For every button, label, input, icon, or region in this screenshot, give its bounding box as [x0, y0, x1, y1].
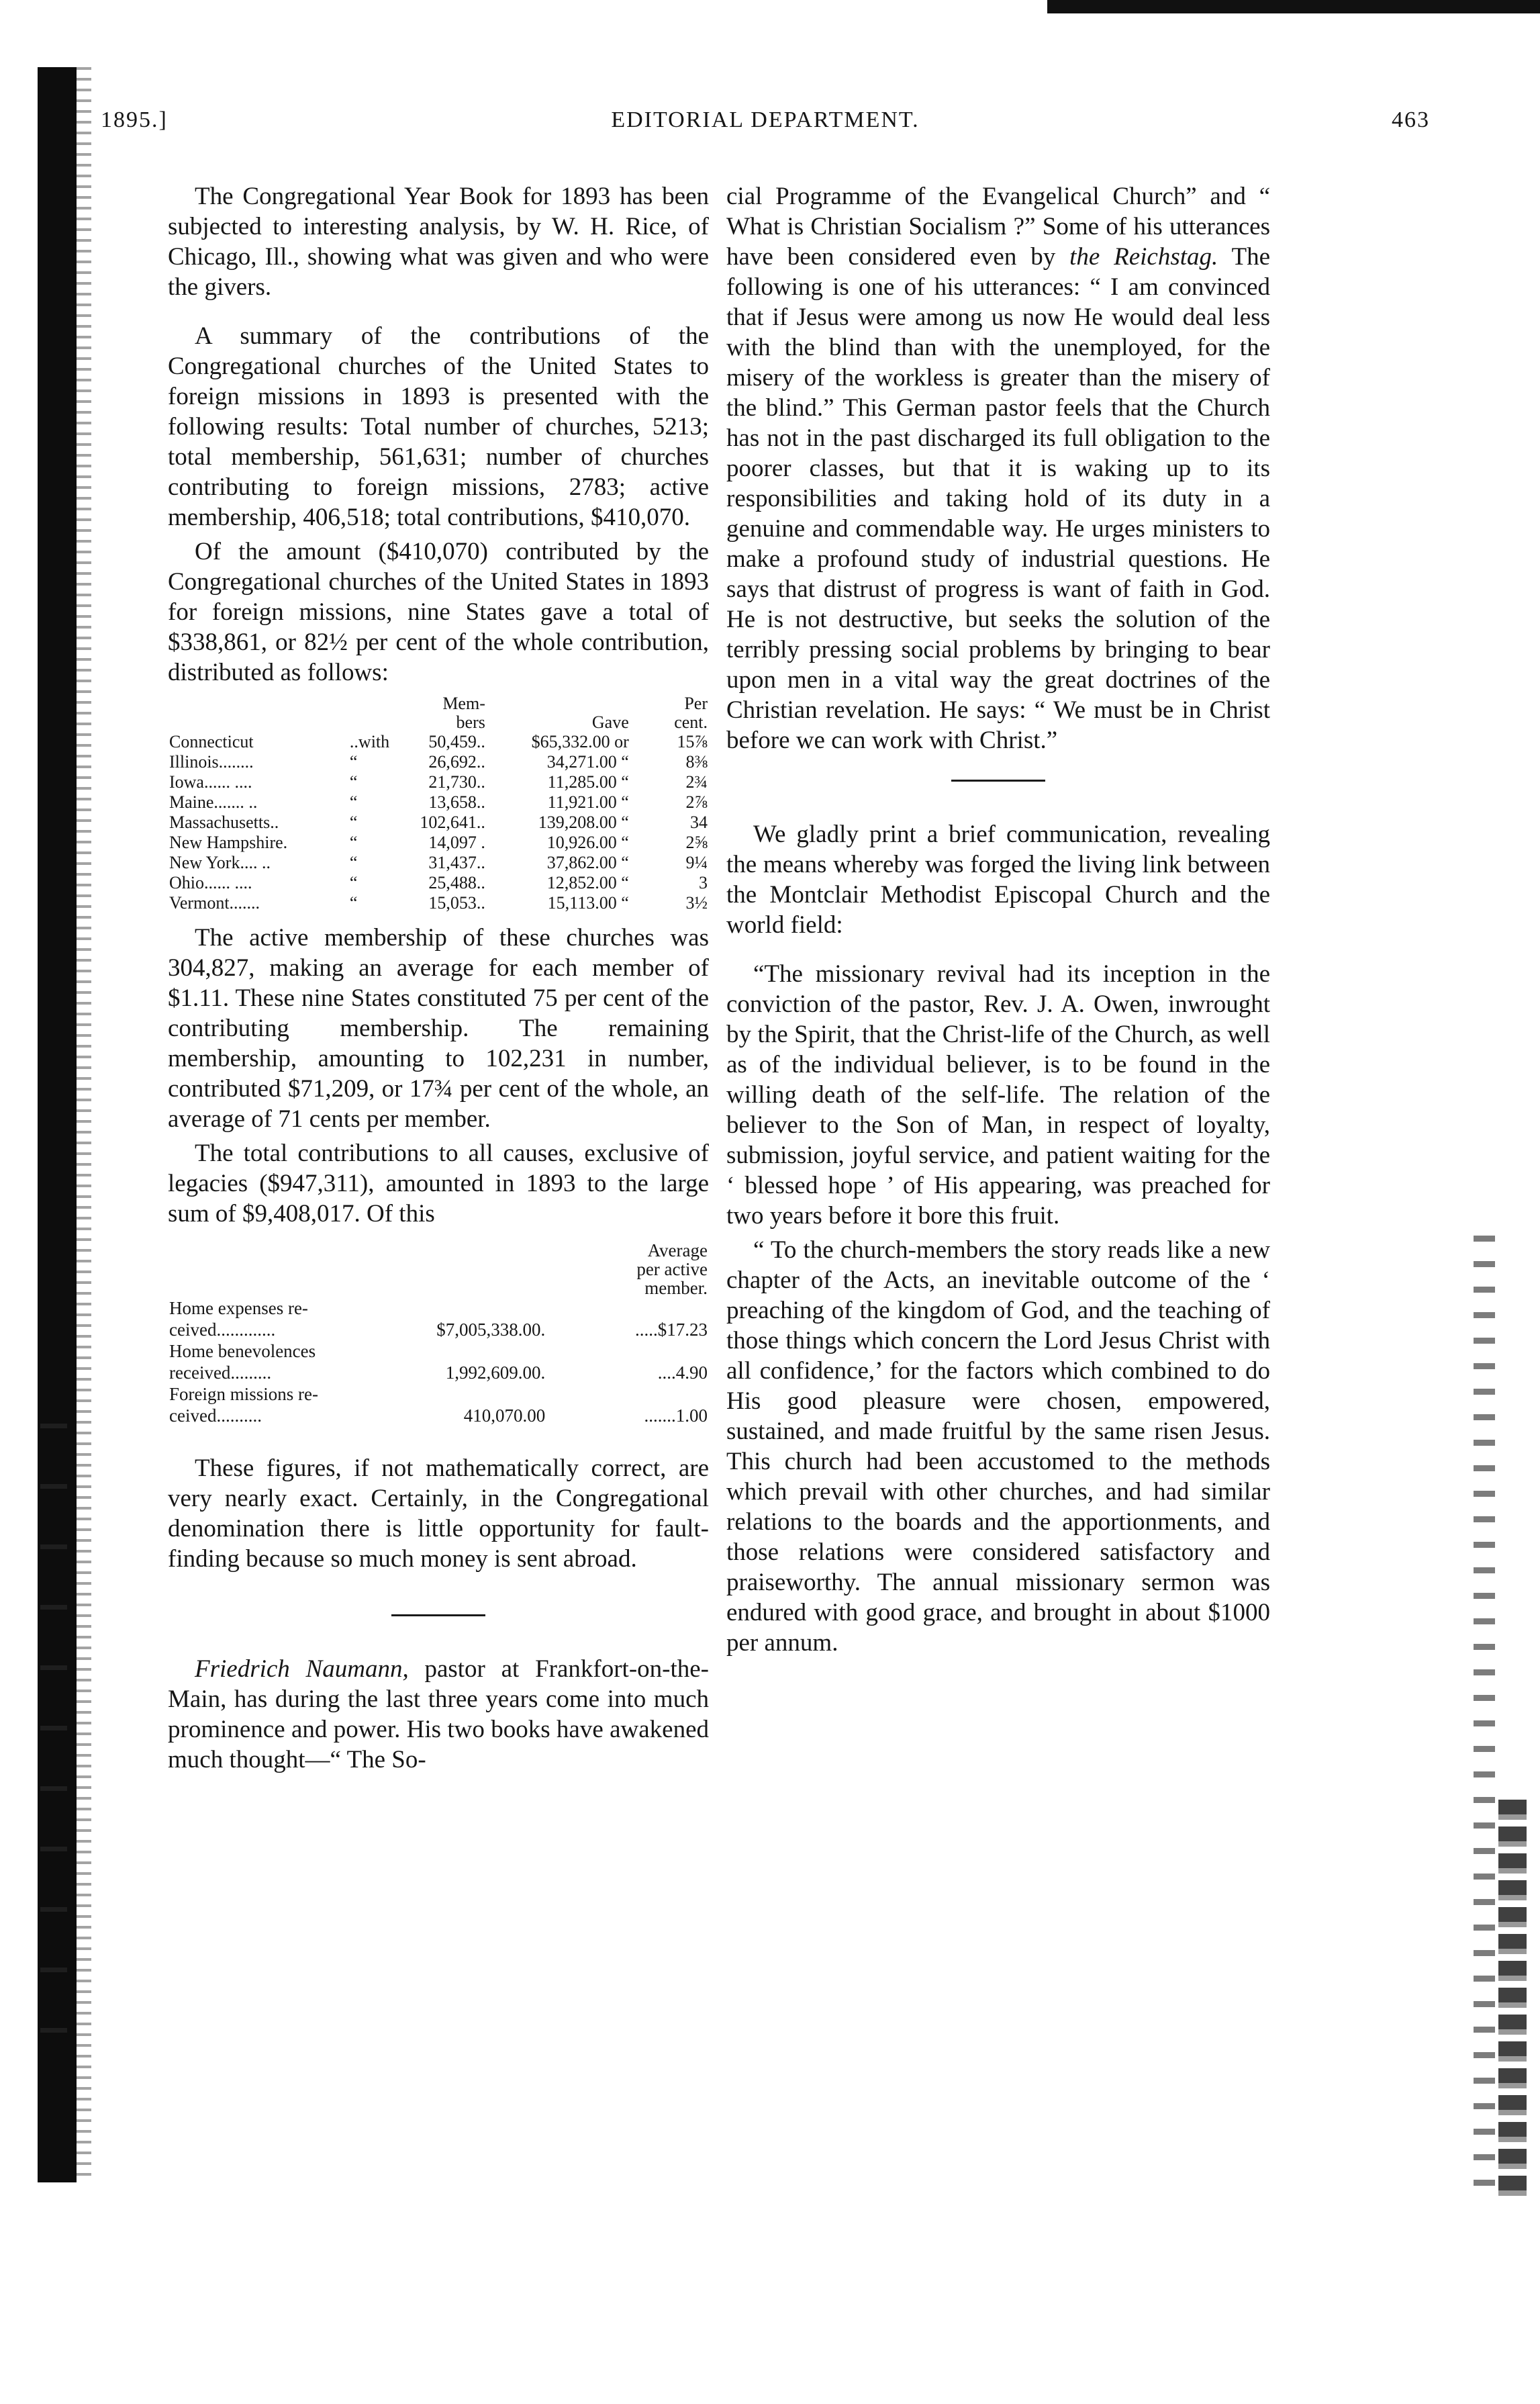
paragraph-year-book: The Congregational Year Book for 1893 has been subjected to interesting analysis, by W. H. Rice, of Chicago, Ill., showing what was given and who were the givers. — [168, 183, 709, 301]
cause-label: ceived............. — [169, 1320, 276, 1340]
naumann-name: Friedrich Naumann, — [195, 1655, 409, 1683]
with-mark: “ — [349, 853, 358, 872]
with-mark: “ — [349, 752, 358, 772]
percent-value: 8⅜ — [685, 752, 708, 772]
header-pct-1: Per — [684, 694, 708, 713]
average-value: $17.23 — [657, 1320, 708, 1340]
gave-value: 10,926.00 “ — [546, 833, 629, 852]
right-edge-shadow — [1474, 1236, 1495, 2189]
percent-value: 3 — [699, 873, 708, 892]
naumann-text: pastor at Frankfort-on-the-Main, has during the last three years come into much prominence and power. His two books have awakened much thought—“ The So- — [168, 1655, 709, 1773]
with-mark: ..with — [349, 732, 390, 751]
cause-label: Home expenses re- — [169, 1298, 308, 1318]
state-name: Illinois........ — [169, 752, 254, 772]
table-row — [168, 1319, 709, 1340]
state-name: Ohio...... .... — [169, 873, 252, 892]
reichstag-text: the Reichstag. — [1069, 243, 1218, 271]
amount-value: 410,070.00 — [463, 1405, 546, 1426]
state-name: Iowa...... .... — [169, 772, 252, 792]
table-row — [168, 732, 709, 752]
table-row — [168, 873, 709, 893]
average-value: 4.90 — [675, 1362, 708, 1383]
margin-specks — [40, 1424, 67, 2068]
header-members-2: bers — [456, 712, 485, 732]
state-name: Vermont....... — [169, 893, 260, 913]
members-value: 31,437.. — [428, 853, 485, 872]
naumann-continued-end: The following is one of his utterances: “ I am convinced that if Jesus were among us now He would deal less with the blind than with the unemployed, for the misery of the workless is greater than the misery of the blind.” This German pastor feels that the Church has not in the past discharged its full obligation to the poorer classes, but that it is waking up to its responsibilities and taking hold of its duty in a genuine and commendable way. He urges ministers to make a profound study of industrial questions. He says that distrust of progress is want of faith in God. He is not destructive, but seeks the solution of the terribly pressing social problems by bringing to bear upon men in a vital way the great doctrines of the Christian revelation. He says: “ We must be in Christ before we can work with Christ.” — [726, 243, 1271, 754]
table-row — [168, 1383, 709, 1405]
paragraph-nine-states: Of the amount ($410,070) contributed by the Congregational churches of the United States in 1893 for foreign missions, nine States gave a total of $338,861, or 82½ per cent of the whole contribution, distributed as follows: — [168, 538, 709, 686]
causes-table — [168, 1241, 709, 1426]
table-row — [168, 853, 709, 873]
right-edge-marks — [1498, 1800, 1527, 2203]
with-mark: “ — [349, 833, 358, 852]
paragraph-active-membership: The active membership of these churches was 304,827, making an average for each member of $1.11. These nine States constituted 75 per cent of the contributing membership. The remaining membership, amounting to 102,231 in number, contributed $71,209, or 17¾ per cent of the whole, an average of 71 cents per member. — [168, 924, 709, 1133]
percent-value: 34 — [690, 813, 708, 832]
with-mark: “ — [349, 893, 358, 913]
page-number: 463 — [1392, 107, 1430, 132]
table-row — [168, 833, 709, 853]
header-member: member. — [644, 1278, 708, 1298]
state-name: New Hampshire. — [169, 833, 288, 852]
header-per-active: per active — [636, 1259, 708, 1279]
percent-value: 3½ — [685, 893, 708, 913]
percent-value: 15⅞ — [677, 732, 708, 751]
paragraph-missionary-revival: “The missionary revival had its inception in the conviction of the pastor, Rev. J. A. Owen, inwrought by the Spirit, that the Christ-life of the Church, as well as of the individual believer, is to be found in the willing death of the self-life. The relation of the believer to the Son of Man, in respect of loyalty, submission, joyful service, and patient waiting for the ‘ blessed hope ’ of His appearing, was preached for two years before it bore this fruit. — [726, 960, 1270, 1230]
members-value: 50,459.. — [428, 732, 485, 751]
table-row — [168, 1405, 709, 1426]
header-gave: Gave — [591, 712, 629, 732]
percent-value: 2⅞ — [685, 792, 708, 812]
table-row — [168, 813, 709, 833]
header-pct-2: cent. — [674, 712, 708, 732]
table-row — [168, 893, 709, 913]
with-mark: “ — [349, 792, 358, 812]
table-row — [168, 752, 709, 772]
cause-label: ceived.......... — [169, 1405, 262, 1426]
paragraph-naumann-continued — [726, 181, 1270, 755]
top-edge-rule — [1047, 0, 1540, 13]
gave-value: 12,852.00 “ — [546, 873, 629, 892]
table-row — [168, 792, 709, 813]
paragraph-figures: These figures, if not mathematically correct, are very nearly exact. Certainly, in the Congregational denomination there is little opportunity for fault-finding because so much money is sent abroad. — [168, 1454, 709, 1573]
with-mark: “ — [349, 873, 358, 892]
paragraph-communication: We gladly print a brief communication, revealing the means whereby was forged the living link between the Montclair Methodist Episcopal Church and the world field: — [726, 821, 1270, 939]
members-value: 21,730.. — [428, 772, 485, 792]
members-value: 102,641.. — [420, 813, 485, 832]
with-mark: “ — [349, 772, 358, 792]
header-members-1: Mem- — [442, 694, 485, 713]
leader-dots: ....... — [644, 1405, 676, 1426]
gave-value: $65,332.00 or — [531, 732, 629, 751]
gave-value: 15,113.00 “ — [547, 893, 629, 913]
running-head-title: EDITORIAL DEPARTMENT. — [611, 107, 920, 132]
percent-value: 9¼ — [685, 853, 708, 872]
gave-value: 11,921.00 “ — [547, 792, 629, 812]
table-row — [168, 1297, 709, 1319]
amount-value: 1,992,609.00. — [445, 1362, 546, 1383]
gave-value: 34,271.00 “ — [546, 752, 629, 772]
table-row — [168, 1362, 709, 1383]
gave-value: 139,208.00 “ — [538, 813, 629, 832]
state-name: Maine....... .. — [169, 792, 258, 812]
with-mark: “ — [349, 813, 358, 832]
members-value: 26,692.. — [428, 752, 485, 772]
gave-value: 11,285.00 “ — [547, 772, 629, 792]
right-column — [726, 181, 1270, 1662]
paragraph-naumann — [168, 1654, 709, 1775]
leader-dots: ..... — [635, 1320, 658, 1340]
members-value: 14,097 . — [428, 833, 485, 852]
states-contributions-table — [168, 694, 709, 913]
paragraph-total-contributions: The total contributions to all causes, exclusive of legacies ($947,311), amounted in 1893 to the large sum of $9,408,017. Of this — [168, 1140, 709, 1228]
table-row — [168, 1340, 709, 1362]
average-value: 1.00 — [675, 1405, 708, 1426]
cause-label: Home benevolences — [169, 1341, 316, 1361]
members-value: 15,053.. — [428, 893, 485, 913]
section-divider — [951, 780, 1045, 782]
running-head-year: 1895.] — [101, 107, 168, 132]
paragraph-church-members: “ To the church-members the story reads like a new chapter of the Acts, an inevitable outcome of the ‘ preaching of the kingdom of God, and the teaching of those things which concern the Lord Jesus Christ with all confidence,’ for the factors which combined to do His good pleasure were chosen, empowered, sustained, and made fruitful by the same risen Jesus. This church had been accustomed to the methods which prevail with other churches, and had similar relations to the boards and the apportionments, and those relations were considered satisfactory and praiseworthy. The annual missionary sermon was endured with good grace, and brought in about $1000 per annum. — [726, 1236, 1270, 1657]
members-value: 25,488.. — [428, 873, 485, 892]
header-average: Average — [647, 1240, 708, 1260]
paragraph-summary: A summary of the contributions of the Congregational churches of the United States to foreign missions in 1893 is presented with the following results: Total number of churches, 5213; total membership, 561,631; number of churches contributing to foreign missions, 2783; active membership, 406,518; total contributions, $410,070. — [168, 322, 709, 531]
gave-value: 37,862.00 “ — [546, 853, 629, 872]
running-head — [101, 107, 1430, 148]
table-row — [168, 772, 709, 792]
state-name: Connecticut — [169, 732, 254, 751]
state-name: New York.... .. — [169, 853, 271, 872]
percent-value: 2¾ — [685, 772, 708, 792]
state-name: Massachusetts.. — [169, 813, 279, 832]
naumann-continued-start: cial Programme of the Evangelical Church” and “ What is Christian Socialism ?” Some of his utterances have been considered even by — [726, 183, 1270, 271]
amount-value: $7,005,338.00. — [436, 1320, 546, 1340]
members-value: 13,658.. — [428, 792, 485, 812]
percent-value: 2⅝ — [685, 833, 708, 852]
left-column — [168, 181, 709, 1779]
cause-label: received......... — [169, 1362, 272, 1383]
leader-dots: .... — [657, 1362, 676, 1383]
cause-label: Foreign missions re- — [169, 1384, 318, 1404]
section-divider — [391, 1614, 485, 1616]
